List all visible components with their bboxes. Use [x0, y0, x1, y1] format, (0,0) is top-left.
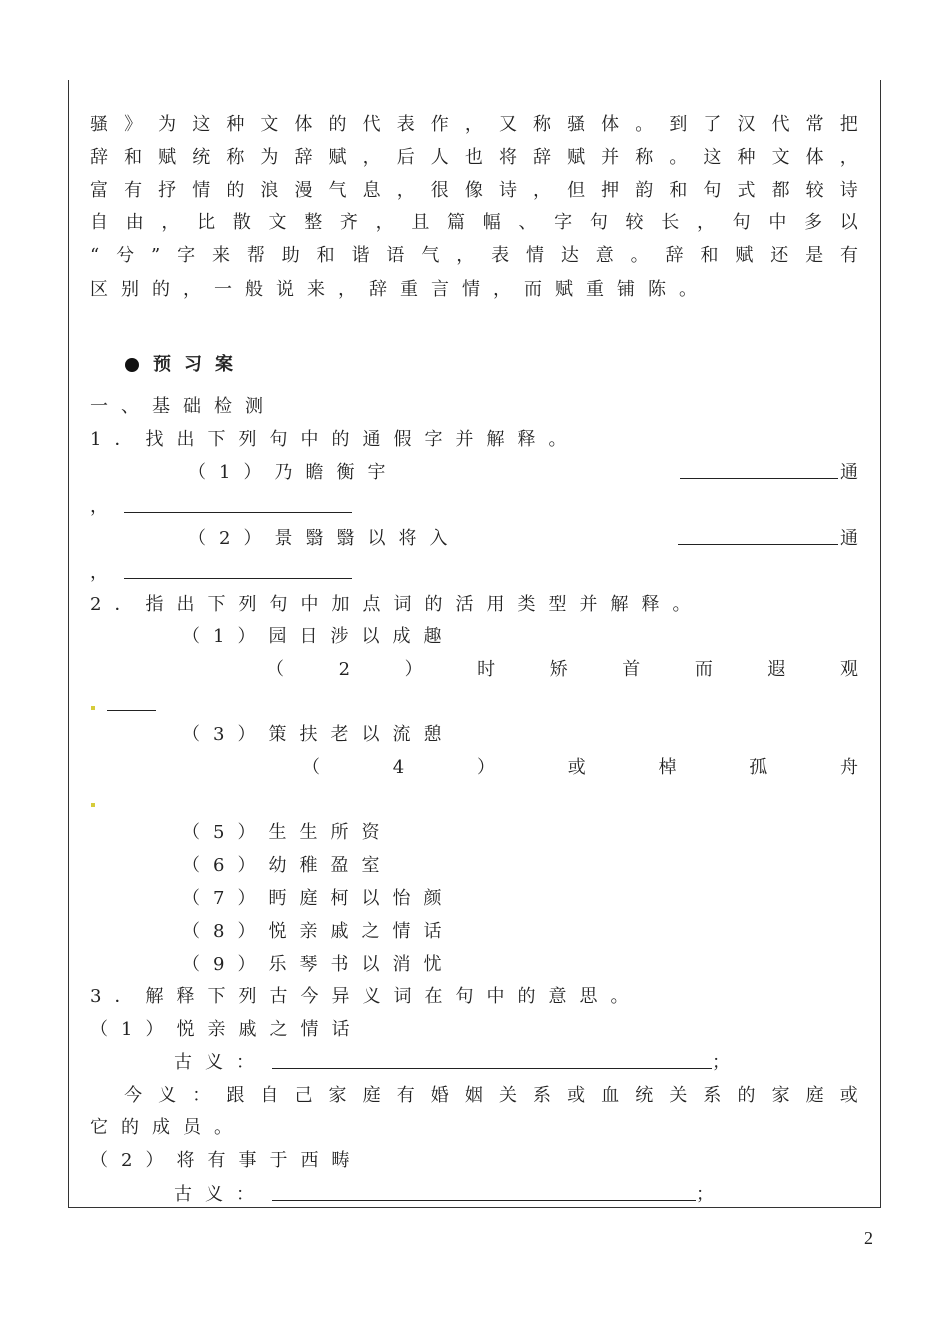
char: ，: [362, 147, 381, 168]
char: 和: [669, 180, 688, 201]
char: 字: [554, 212, 573, 233]
q3-item-2-end: ；: [696, 1184, 714, 1205]
q1-item-2-label: （2）景翳翳以将入: [188, 528, 461, 549]
char: 跟: [226, 1085, 245, 1106]
char: 比: [197, 212, 216, 233]
char: 并: [601, 147, 620, 168]
char: 表: [491, 245, 510, 266]
char: 将: [498, 147, 517, 168]
q3-item-1-end: ；: [712, 1052, 730, 1073]
dot-mark: [91, 706, 95, 710]
char: 辞: [533, 147, 552, 168]
char: 体: [294, 114, 313, 135]
char: ，: [533, 180, 552, 201]
char: 和: [316, 245, 335, 266]
page-number: 2: [864, 1228, 873, 1248]
char: 韵: [635, 180, 654, 201]
q3-item-2-gu-blank[interactable]: [272, 1180, 696, 1201]
char: 今: [124, 1085, 143, 1106]
char: 后: [396, 147, 415, 168]
char: “: [90, 245, 100, 266]
indent: [90, 1081, 108, 1111]
char: 赋: [158, 147, 177, 168]
q1-item-1-label: （1）乃瞻衡宇: [188, 462, 399, 483]
q1-item-2-line2: [90, 558, 858, 588]
char: 辞: [665, 245, 684, 266]
q3-title: 3．解释下列古今异义词在句中的意思。: [90, 986, 642, 1007]
char: 帮: [246, 245, 265, 266]
char: （: [266, 659, 284, 680]
char: 赋: [567, 147, 586, 168]
char: 也: [464, 147, 483, 168]
char: 抒: [158, 180, 177, 201]
char: 助: [281, 245, 300, 266]
char: 但: [567, 180, 586, 201]
char: 首: [622, 659, 641, 680]
char: 赋: [328, 147, 347, 168]
char: 达: [560, 245, 579, 266]
q1-title: 1．找出下列句中的通假字并解释。: [90, 429, 580, 450]
q3-item-1-jin-line2: 它的成员。: [90, 1117, 245, 1138]
char: 了: [703, 114, 722, 135]
char: 舟: [839, 757, 858, 778]
q2-item-4: [302, 753, 858, 783]
char: 矫: [549, 659, 568, 680]
char: 气: [421, 245, 440, 266]
char: 婚: [430, 1085, 449, 1106]
char: ，: [839, 147, 858, 168]
q2-title: 2．指出下列句中加点词的活用类型并解释。: [90, 594, 704, 615]
char: 是: [805, 245, 824, 266]
char: （: [302, 757, 320, 778]
char: 骚: [567, 114, 586, 135]
char: 多: [804, 212, 823, 233]
q3-item-1-gu-label: 古义：: [174, 1052, 267, 1073]
char: 字: [177, 245, 196, 266]
char: 而: [694, 659, 713, 680]
char: 系: [533, 1085, 552, 1106]
char: 观: [839, 659, 858, 680]
char: 情: [192, 180, 211, 201]
char: 为: [158, 114, 177, 135]
q1-item-2: [90, 524, 858, 554]
char: 棹: [658, 757, 677, 778]
char: 意: [595, 245, 614, 266]
char: 还: [770, 245, 789, 266]
char: 诗: [839, 180, 858, 201]
char: 较: [805, 180, 824, 201]
char: 气: [328, 180, 347, 201]
char: 庭: [362, 1085, 381, 1106]
q1-item-2-comma: ，: [90, 562, 108, 583]
char: ）: [404, 659, 423, 680]
char: 或: [839, 1085, 858, 1106]
part1-title: 一、基础检测: [90, 396, 276, 417]
char: 遐: [767, 659, 786, 680]
char: 时: [477, 659, 496, 680]
char: 或: [567, 757, 586, 778]
q3-item-1-gu-blank[interactable]: [272, 1048, 712, 1069]
char: 文: [260, 114, 279, 135]
char: 系: [703, 1085, 722, 1106]
intro-line-2: [90, 143, 858, 173]
q1-item-1-answer-blank[interactable]: [680, 458, 838, 479]
char: 家: [771, 1085, 790, 1106]
char: 体: [601, 114, 620, 135]
char: 称: [226, 147, 245, 168]
char: 富: [90, 180, 108, 201]
char: 统: [635, 1085, 654, 1106]
char: ）: [476, 757, 495, 778]
q2-item-6: （6）幼稚盈室: [182, 855, 393, 876]
char: 又: [498, 114, 517, 135]
char: ：: [192, 1085, 211, 1106]
char: 称: [533, 114, 552, 135]
char: 汉: [737, 114, 756, 135]
char: 人: [430, 147, 449, 168]
char: 长: [661, 212, 680, 233]
char: 息: [362, 180, 381, 201]
q2-item-9: （9）乐琴书以消忧: [182, 954, 455, 975]
char: 统: [192, 147, 211, 168]
char: 幅: [482, 212, 501, 233]
section-heading: [125, 350, 893, 380]
char: 种: [226, 114, 245, 135]
char: 。: [630, 245, 649, 266]
char: 有: [840, 245, 858, 266]
q1-item-1-comma: ，: [90, 496, 108, 517]
char: 兮: [116, 245, 135, 266]
q1-item-2-answer-blank[interactable]: [678, 524, 838, 545]
char: 关: [498, 1085, 517, 1106]
char: 押: [601, 180, 620, 201]
char: 中: [768, 212, 787, 233]
char: 以: [839, 212, 858, 233]
char: 谐: [351, 245, 370, 266]
q2-item-5: （5）生生所资: [182, 822, 393, 843]
char: 称: [635, 147, 654, 168]
bullet-icon: [125, 358, 139, 372]
char: 散: [232, 212, 251, 233]
char: 有: [396, 1085, 415, 1106]
char: 辞: [90, 147, 108, 168]
char: 作: [430, 114, 449, 135]
char: 义: [158, 1085, 177, 1106]
char: 辞: [294, 147, 313, 168]
char: 代: [771, 114, 790, 135]
char: 》: [124, 114, 143, 135]
q2-item-7: （7）眄庭柯以怡颜: [182, 888, 455, 909]
dot-mark: [91, 803, 95, 807]
char: 都: [771, 180, 790, 201]
section-title: 预习案: [153, 354, 246, 375]
intro-line-1: [90, 110, 858, 140]
char: ，: [696, 212, 715, 233]
intro-line-4: [90, 208, 858, 238]
char: ”: [150, 245, 161, 266]
char: 式: [737, 180, 756, 201]
char: 语: [386, 245, 405, 266]
char: 家: [328, 1085, 347, 1106]
q1-item-1-meaning-blank[interactable]: [124, 492, 352, 513]
char: 种: [737, 147, 756, 168]
q3-item-2-gu-label: 古义：: [174, 1184, 267, 1205]
char: 代: [362, 114, 381, 135]
char: 句: [703, 180, 722, 201]
q1-item-1: [90, 458, 858, 488]
q1-item-2-tong: 通: [840, 528, 858, 549]
char: 漫: [294, 180, 313, 201]
q2-item-8: （8）悦亲戚之情话: [182, 921, 455, 942]
char: 常: [805, 114, 824, 135]
q2-item-2-answer-blank[interactable]: [107, 690, 156, 711]
char: 诗: [498, 180, 517, 201]
char: 句: [732, 212, 751, 233]
char: 关: [669, 1085, 688, 1106]
q3-item-1-jin-line1: [90, 1081, 858, 1111]
char: 浪: [260, 180, 279, 201]
char: 文: [771, 147, 790, 168]
char: ，: [375, 212, 394, 233]
q2-item-1: （1）园日涉以成趣: [182, 626, 455, 647]
q1-item-2-meaning-blank[interactable]: [124, 558, 352, 579]
char: 庭: [805, 1085, 824, 1106]
q1-item-1-tong: 通: [840, 462, 858, 483]
char: 或: [567, 1085, 586, 1106]
char: 姻: [464, 1085, 483, 1106]
q2-item-3: （3）策扶老以流憩: [182, 724, 455, 745]
char: ，: [161, 212, 180, 233]
char: 血: [601, 1085, 620, 1106]
char: 骚: [90, 114, 108, 135]
char: 这: [192, 114, 211, 135]
intro-line-3: [90, 176, 858, 206]
char: 齐: [339, 212, 358, 233]
char: ，: [456, 245, 475, 266]
char: 到: [669, 114, 688, 135]
char: 这: [703, 147, 722, 168]
char: 把: [839, 114, 858, 135]
char: 且: [411, 212, 430, 233]
char: 整: [304, 212, 323, 233]
char: 的: [328, 114, 347, 135]
char: 自: [260, 1085, 279, 1106]
char: 为: [260, 147, 279, 168]
char: 自: [90, 212, 108, 233]
q1-item-1-line2: [90, 492, 858, 522]
char: 己: [294, 1085, 313, 1106]
char: 2: [338, 659, 351, 680]
char: 来: [211, 245, 230, 266]
intro-line-5: [90, 241, 858, 271]
char: 文: [268, 212, 287, 233]
char: 孤: [749, 757, 768, 778]
q3-item-1-gu-row: [90, 1048, 858, 1078]
char: 由: [125, 212, 144, 233]
char: 赋: [735, 245, 754, 266]
char: 较: [625, 212, 644, 233]
char: 和: [700, 245, 719, 266]
char: 4: [392, 757, 405, 778]
char: 很: [430, 180, 449, 201]
q2-item-2: [266, 655, 858, 685]
char: 有: [124, 180, 143, 201]
char: ，: [464, 114, 483, 135]
char: 的: [226, 180, 245, 201]
char: 和: [124, 147, 143, 168]
char: 。: [635, 114, 654, 135]
q3-item-2-label: （2）将有事于西畴: [90, 1150, 363, 1171]
char: 篇: [447, 212, 466, 233]
char: 、: [518, 212, 537, 233]
intro-line-6: 区别的，一般说来，辞重言情，而赋重铺陈。: [90, 279, 710, 300]
char: 体: [805, 147, 824, 168]
char: 句: [589, 212, 608, 233]
char: ，: [396, 180, 415, 201]
char: 。: [669, 147, 688, 168]
q3-item-2-gu-row: [90, 1180, 858, 1210]
char: 情: [525, 245, 544, 266]
q3-item-1-label: （1）悦亲戚之情话: [90, 1019, 363, 1040]
char: 表: [396, 114, 415, 135]
char: 像: [464, 180, 483, 201]
char: 的: [737, 1085, 756, 1106]
